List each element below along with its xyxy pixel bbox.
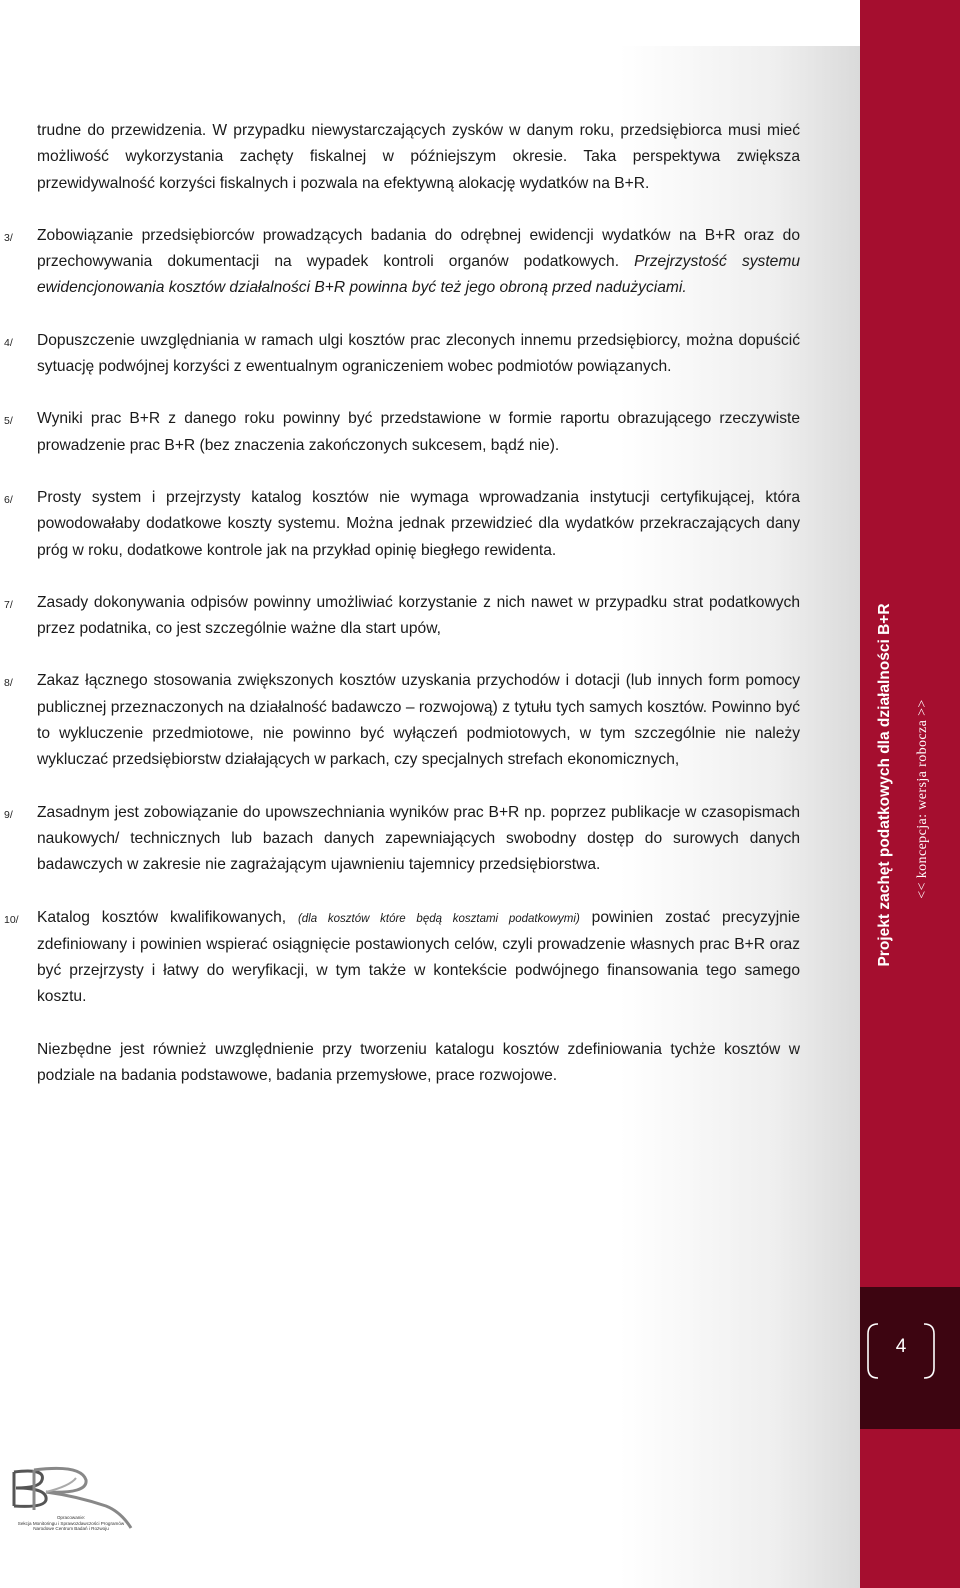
side-subtitle-text: << koncepcja: wersja robocza >> <box>915 699 930 899</box>
item-number: 6/ <box>4 493 13 506</box>
item-number: 9/ <box>4 808 13 821</box>
item-text: Zasady dokonywania odpisów powinny umożliwiać korzystanie z nich nawet w przypadku strat podatkowych przez podatnika, co jest szczególnie ważne dla start upów, <box>37 593 800 638</box>
item-number: 5/ <box>4 415 13 428</box>
item-text: Prosty system i przejrzysty katalog kosztów nie wymaga wprowadzania instytucji certyfikującej, która powodowałaby dodatkowe koszty systemu. Można jednak przewidzieć dla wydatków przekraczających dany próg w roku, dodatkowe kontrole jak na przykład opinię biegłego rewidenta. <box>37 488 800 559</box>
logo-caption <box>6 1515 136 1532</box>
intro-paragraph <box>37 118 800 197</box>
intro-text: trudne do przewidzenia. W przypadku niewystarczających zysków w danym roku, przedsiębiorca musi mieć możliwość wykorzystania zachęty fiskalnej w późniejszym okresie. Taka perspektywa zwiększa przewidywalność korzyści fiskalnych i pozwala na efektywną alokację wydatków na B+R. <box>37 122 800 192</box>
logo-caption-line: Narodowe Centrum Badań i Rozwoju <box>33 1526 109 1532</box>
page-number: 4 <box>895 1336 907 1357</box>
item-italic-text: Przejrzystość systemu ewidencjonowania kosztów działalności B+R powinna być też jego obroną przed nadużyciami. <box>37 253 801 297</box>
list-item-5 <box>4 406 800 459</box>
item-number: 7/ <box>4 598 13 611</box>
item-text-continued: powinien zostać precyzyjnie zdefiniowany i powinien wspierać osiągnięcie postawionych celów, czyli prowadzenie własnych prac B+R oraz być przejrzysty i łatwy do weryfikacji, w tym także w kontekście podwójnego finansowania tego samego kosztu. <box>37 908 800 1006</box>
list-item-7 <box>4 590 800 643</box>
item-number: 4/ <box>4 336 13 349</box>
item-number: 8/ <box>4 677 13 690</box>
logo-caption-line: Opracowanie: <box>56 1515 86 1520</box>
list-item-6 <box>4 485 800 564</box>
item-text: Dopuszczenie uwzględniania w ramach ulgi kosztów prac zleconych innemu przedsiębiorcy, można dopuścić sytuację podwójnej korzyści z ewentualnym ograniczeniem wobec podmiotów powiązanych. <box>37 331 800 376</box>
list-item-3 <box>4 223 801 302</box>
logo-caption-line: Sekcja Monitoringu i Sprawozdawczości Programów <box>17 1520 125 1526</box>
list-item-10 <box>4 905 800 1011</box>
item-text: Zobowiązanie przedsiębiorców prowadzących badania do odrębnej ewidencji wydatków na B+R oraz do przechowywania dokumentacji na wypadek kontroli organów podatkowych. <box>37 226 800 271</box>
side-title-text: Projekt zachęt podatkowych dla działalności B+R <box>876 603 893 967</box>
item-text: Zasadnym jest zobowiązanie do upowszechniania wyników prac B+R np. poprzez publikacje w czasopismach naukowych/ technicznych lub bazach danych zapewniających swobodny dostęp do surowych danych badawczych w zakresie nie zagrażającym ujawnieniu tajemnicy przedsiębiorstwa. <box>37 803 800 874</box>
item-number: 3/ <box>4 231 13 244</box>
list-item-8 <box>4 668 800 773</box>
list-item-9 <box>4 800 800 879</box>
item-small-italic-text: (dla kosztów które będą kosztami podatkowymi) <box>297 912 580 925</box>
item-text: Katalog kosztów kwalifikowanych, <box>37 908 298 926</box>
item-number: 10/ <box>4 913 19 926</box>
br-logo-icon <box>6 1466 136 1546</box>
item-text: Zakaz łącznego stosowania zwiększonych kosztów uzyskania przychodów i dotacji (lub innych form pomocy publicznej przeznaczonych na działalność badawczo – rozwojową) z tytułu tych samych kosztów. Powinno być to wykluczenie przedmiotowe, nie powinno być wyłączeń podmiotowych, w tym szczególnie nie należy wykluczać przedsiębiorstw działających w parkach, czy specjalnych strefach ekonomicznych, <box>37 672 800 769</box>
list-item-4 <box>4 328 800 381</box>
document-body <box>4 118 801 1115</box>
closing-paragraph <box>37 1037 800 1090</box>
closing-text: Niezbędne jest również uwzględnienie przy tworzeniu katalogu kosztów zdefiniowania tychże kosztów w podziale na badania podstawowe, badania przemysłowe, prace rozwojowe. <box>37 1040 800 1085</box>
item-text: Wyniki prac B+R z danego roku powinny być przedstawione w formie raportu obrazującego rzeczywiste prowadzenie prac B+R (bez znaczenia zakończonych sukcesem, bądź nie). <box>37 410 800 454</box>
